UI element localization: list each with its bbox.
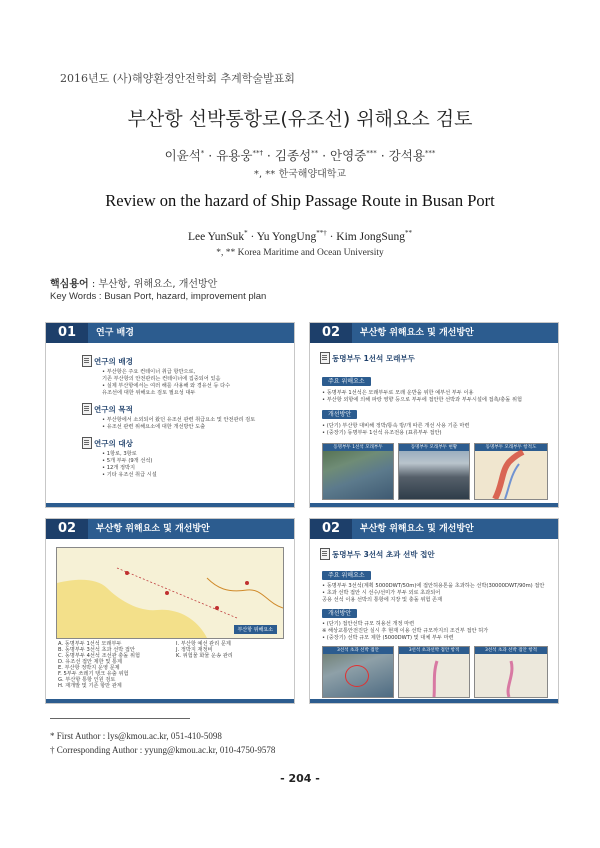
hazard-label: 주요 위해요소 [322, 571, 371, 580]
slide-research-background [45, 322, 295, 508]
slide-dongmyeong-berth-3 [309, 518, 559, 704]
bullet-line: 공용 선석 이용 선박의 통항에 지장 및 충돌 위험 존재 [322, 597, 443, 603]
bullet-line: • (단기) 부산항 대비해 정박/통속 방/개 따른 개선 사용 기준 마련 [322, 423, 470, 429]
document-icon [82, 403, 92, 415]
slide-dongmyeong-berth-1 [309, 322, 559, 508]
berth-photo: 동명부두 1선석 모래부두 [322, 443, 394, 500]
track-plot [475, 647, 547, 697]
hazard-list-item: F. 5부두 쓰레기 탱크 유출 위험 [58, 671, 129, 677]
bullet-line: • 초과 선박 접안 시 선수/선미가 부두 외로 초과되어 [322, 590, 441, 596]
document-icon [320, 548, 330, 560]
slide-number: 02 [310, 323, 352, 343]
bullet-line: • (단기) 접안선박 규모 허용선 개정 마련 [322, 621, 415, 627]
box-title: 동명부두 3선석 초과 선박 접안 [332, 550, 435, 559]
improvement-label: 개선방안 [322, 410, 357, 419]
bullet-line: • 1항로, 3항로 [102, 451, 137, 457]
hazard-list-item: B. 동명부두 3선석 초과 선박 접안 [58, 647, 135, 653]
bullet-line: • (중장기) 동명부두 1선석 유조전용 (표류부두 접안) [322, 430, 442, 436]
slide-number: 01 [46, 323, 88, 343]
paper-title-korean: 부산항 선박통항로(유조선) 위해요소 검토 [127, 108, 473, 130]
slide-footer [310, 503, 558, 507]
bullet-line: • 12개 정박지 [102, 465, 136, 471]
bullet-line: • 동명부두 3선석(계획 5000DWT/50m)에 접안허용톤을 초과하는 선박(30000DWT/90m) 접안 [322, 583, 545, 589]
box-title: 동명부두 1선석 모래부두 [332, 354, 415, 363]
track-plot [475, 444, 547, 499]
conference-header: 2016년도 (사)해양환경안전학회 추계학술발표회 [60, 72, 295, 85]
slide-number: 02 [310, 519, 352, 539]
slide-title: 부산항 위해요소 및 개선방안 [360, 328, 474, 338]
slide-number: 02 [46, 519, 88, 539]
section-heading: 연구의 목적 [94, 405, 133, 414]
oversize-track-chart-2: 3선석 초과 선박 접안 항적 [474, 646, 548, 698]
bullet-line: • 기타 유조선 취급 시설 [102, 472, 157, 478]
affiliation-korean: *, ** 한국해양대학교 [253, 169, 347, 180]
bullet-line: • 동명부두 1선석은 모래부두로 모래 운반을 위한 예부선 부두 이용 [322, 390, 474, 396]
hazard-list-item: A. 동명부두 1선석 모래부두 [58, 641, 122, 647]
oversize-track-chart-1: 3선석 초과선박 접안 항적 [398, 646, 470, 698]
map-caption: 부산항 위해요소 [234, 625, 277, 634]
vessel-track-chart: 동명부두 모래부두 항적도 [474, 443, 548, 500]
document-icon [320, 352, 330, 364]
bullet-line: • 실제 부산항에서는 여러 해를 사용해 와 경유선 등 다수 [102, 383, 231, 389]
bullet-line: • 부산항은 주요 컨테이너 취급 항만으로, [102, 369, 196, 375]
hazard-list-item: J. 정박지 재정비 [176, 647, 213, 653]
bullet-line: 기존 부산항의 안전관리는 컨테이너에 집중되어 있음 [102, 376, 221, 382]
section-heading: 연구의 대상 [94, 439, 133, 448]
authors-korean: 이윤석* · 유용웅**† · 김종성** · 안영중*** · 강석용*** [164, 148, 436, 163]
busan-port-hazard-map [56, 547, 284, 639]
affiliation-english: *, ** Korea Maritime and Ocean University [216, 248, 384, 258]
bullet-line: • 유조선 관련 위해요소에 대한 개선방안 도출 [102, 424, 206, 430]
hazard-list-item: K. 위험물 화물 운송 관리 [176, 653, 233, 659]
slide-title: 부산항 위해요소 및 개선방안 [360, 524, 474, 534]
page-number: - 204 - [280, 772, 320, 785]
hazard-list-item: I. 부산항 예선 관리 문제 [176, 641, 231, 647]
bullet-line: • 부산항 외항에 의해 파랑 영향 등으로 부두에 접안한 선박과 부두시설에 접촉/충돌 위험 [322, 397, 522, 403]
bullet-line: • (중장기) 선박 규모 제한 (5000DWT) 및 대체 부두 마련 [322, 635, 454, 641]
improvement-label: 개선방안 [322, 609, 357, 618]
bullet-line: ※ 해상교통안전진단 실시 후 현재 이용 선박 규모까지의 조건부 접안 허가 [322, 628, 489, 634]
berth-status-photo: 동명부두 모래부두 현황 [398, 443, 470, 500]
keywords-english: Key Words : Busan Port, hazard, improvement plan [50, 291, 267, 302]
slide-footer [310, 699, 558, 703]
authors-english: Lee YunSuk* · Yu YongUng**† · Kim JongSung** [188, 229, 412, 243]
footnote-corresponding-author: † Corresponding Author : yyung@kmou.ac.kr, 010-4750-9578 [50, 745, 276, 755]
hazard-list-item: E. 부산항 정박지 운영 문제 [58, 665, 120, 671]
keywords-korean: 핵심용어 : 부산항, 위해요소, 개선방안 [50, 279, 218, 290]
slide-footer [46, 503, 294, 507]
track-plot [399, 647, 469, 697]
bullet-line: • 5개 부두 (9개 선석) [102, 458, 153, 464]
slide-footer [46, 699, 294, 703]
footnote-first-author: * First Author : lys@kmou.ac.kr, 051-410-5098 [50, 731, 222, 741]
bullet-line: 유조선에 대한 위해요소 검토 필요성 대두 [102, 390, 196, 396]
document-icon [82, 355, 92, 367]
hazard-label: 주요 위해요소 [322, 377, 371, 386]
hazard-list-item: D. 유조선 접안 제한 및 통제 [58, 659, 122, 665]
oversize-berthing-photo: 3선석 초과 선박 접안 [322, 646, 394, 698]
paper-title-english: Review on the hazard of Ship Passage Route in Busan Port [105, 191, 495, 210]
slide-hazard-map [45, 518, 295, 704]
footnote-divider [50, 718, 190, 719]
hazard-list-item: G. 부산항 통항 인원 검토 [58, 677, 116, 683]
document-icon [82, 437, 92, 449]
slide-title: 연구 배경 [96, 328, 134, 338]
bullet-line: • 부산항에서 소외되어 왔던 유조선 관련 취급요소 및 안전관리 검토 [102, 417, 256, 423]
slide-title: 부산항 위해요소 및 개선방안 [96, 524, 210, 534]
highlight-ring [345, 665, 369, 687]
section-heading: 연구의 배경 [94, 357, 133, 366]
hazard-list-item: H. 재개발 및 기존 항만 관계 [58, 683, 122, 689]
hazard-list-item: C. 동명부두 4선석 조선관 충돌 위험 [58, 653, 140, 659]
